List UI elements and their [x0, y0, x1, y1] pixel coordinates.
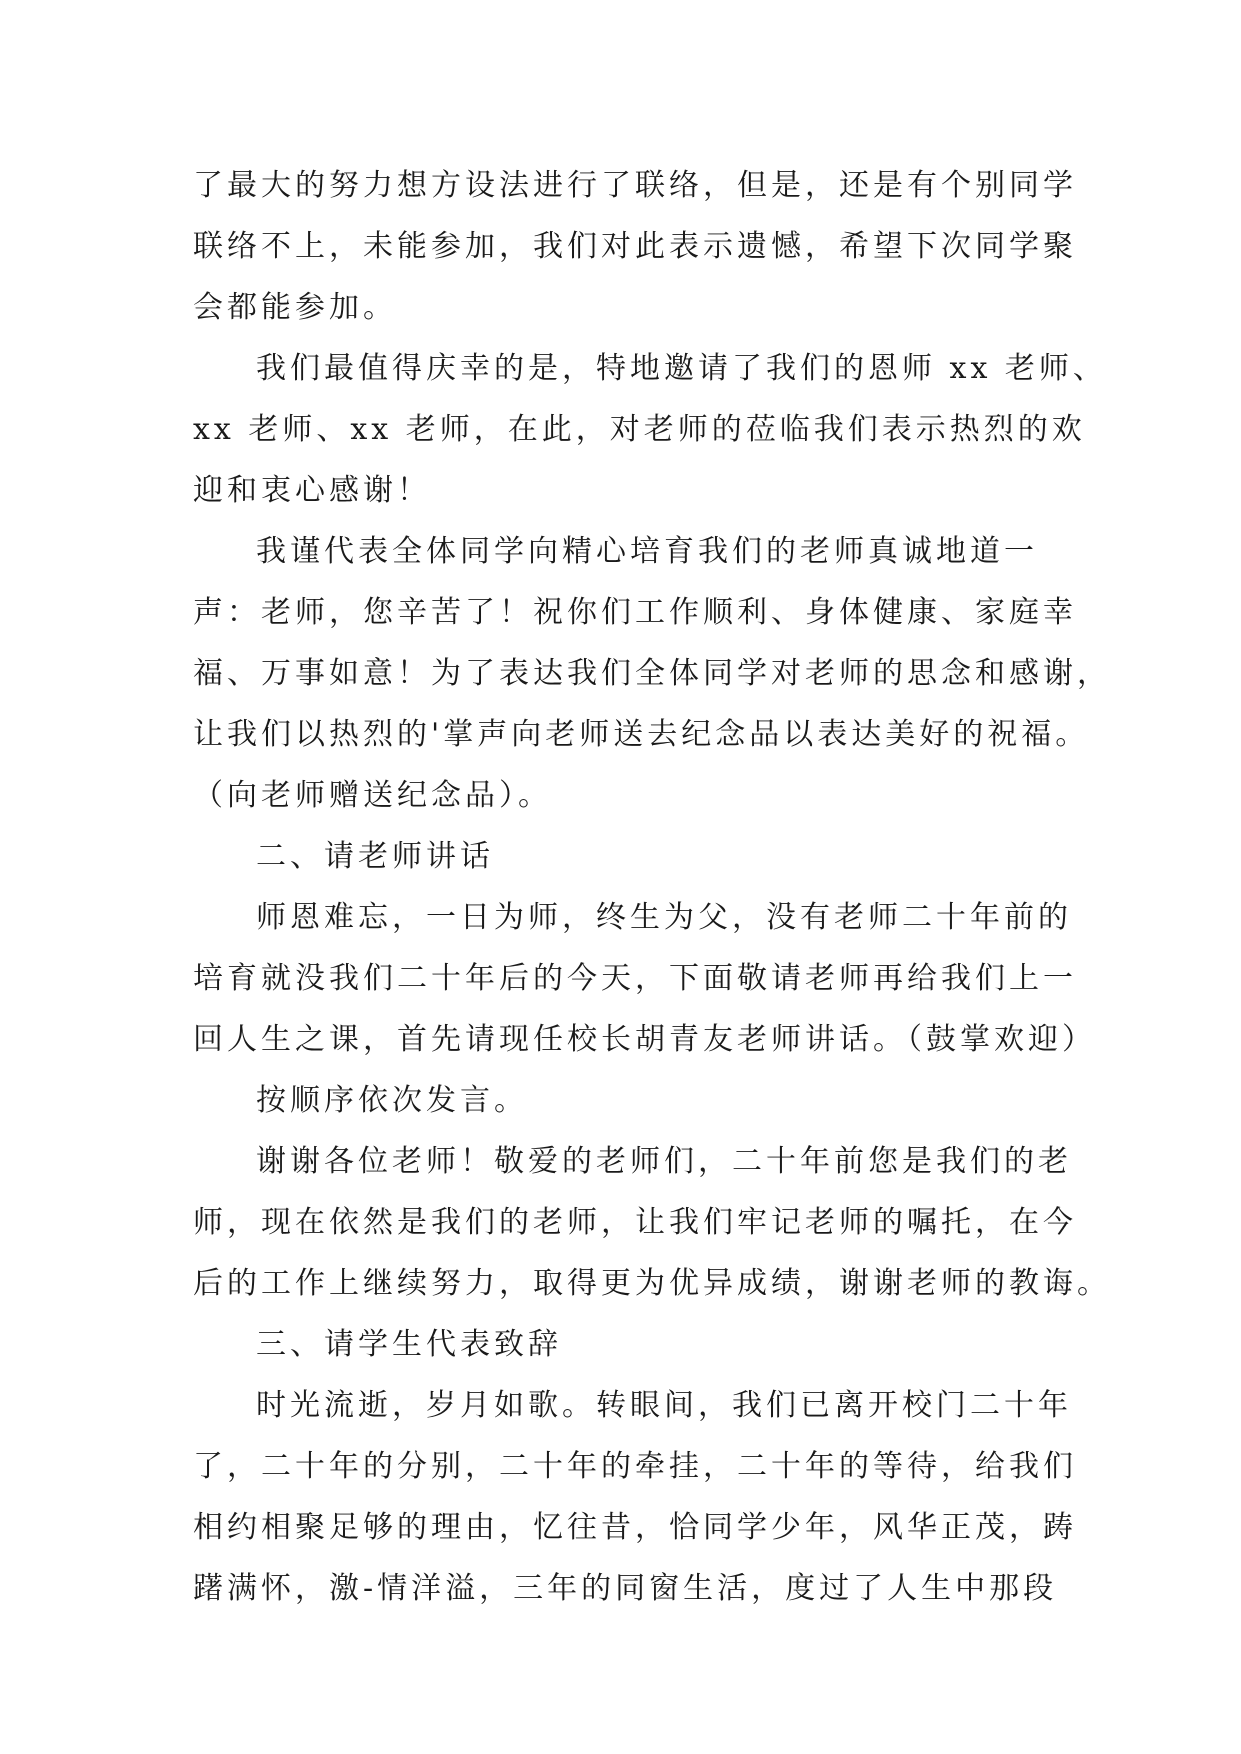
paragraph-start-line: 我们最值得庆幸的是，特地邀请了我们的恩师 xx 老师、 — [256, 351, 1107, 386]
text-line: 后的工作上继续努力，取得更为优异成绩，谢谢老师的教诲。 — [193, 1266, 1111, 1301]
paragraph-start-line: 按顺序依次发言。 — [256, 1083, 528, 1118]
text-line: 相约相聚足够的理由，忆往昔，恰同学少年，风华正茂，踌 — [193, 1510, 1077, 1545]
text-line: xx 老师、xx 老师，在此，对老师的莅临我们表示热烈的欢 — [193, 412, 1086, 447]
text-line: 培育就没我们二十年后的今天，下面敬请老师再给我们上一 — [193, 961, 1077, 996]
paragraph-start-line: 时光流逝，岁月如歌。转眼间，我们已离开校门二十年 — [256, 1388, 1072, 1423]
text-line: 师，现在依然是我们的老师，让我们牢记老师的嘱托，在今 — [193, 1205, 1077, 1240]
paragraph-start-line: 谢谢各位老师！敬爱的老师们，二十年前您是我们的老 — [256, 1144, 1072, 1179]
section-heading: 二、请老师讲话 — [256, 839, 494, 874]
text-line: 迎和衷心感谢！ — [193, 473, 431, 508]
text-line: 了最大的努力想方设法进行了联络，但是，还是有个别同学 — [193, 168, 1077, 203]
text-line: 了，二十年的分别，二十年的牵挂，二十年的等待，给我们 — [193, 1449, 1077, 1484]
text-line: 会都能参加。 — [193, 290, 397, 325]
text-line: （向老师赠送纪念品）。 — [193, 778, 552, 813]
paragraph-start-line: 师恩难忘，一日为师，终生为父，没有老师二十年前的 — [256, 900, 1072, 935]
text-line: 福、万事如意！为了表达我们全体同学对老师的思念和感谢， — [193, 656, 1111, 691]
paragraph-start-line: 我谨代表全体同学向精心培育我们的老师真诚地道一 — [256, 534, 1038, 569]
text-line: 联络不上，未能参加，我们对此表示遗憾，希望下次同学聚 — [193, 229, 1077, 264]
text-line: 让我们以热烈的'掌声向老师送去纪念品以表达美好的祝福。 — [193, 717, 1090, 752]
text-line: 回人生之课，首先请现任校长胡青友老师讲话。（鼓掌欢迎） — [193, 1022, 1096, 1057]
section-heading: 三、请学生代表致辞 — [256, 1327, 562, 1362]
text-line: 躇满怀，激-情洋溢，三年的同窗生活，度过了人生中那段 — [193, 1571, 1058, 1606]
text-line: 声：老师，您辛苦了！祝你们工作顺利、身体健康、家庭幸 — [193, 595, 1077, 630]
